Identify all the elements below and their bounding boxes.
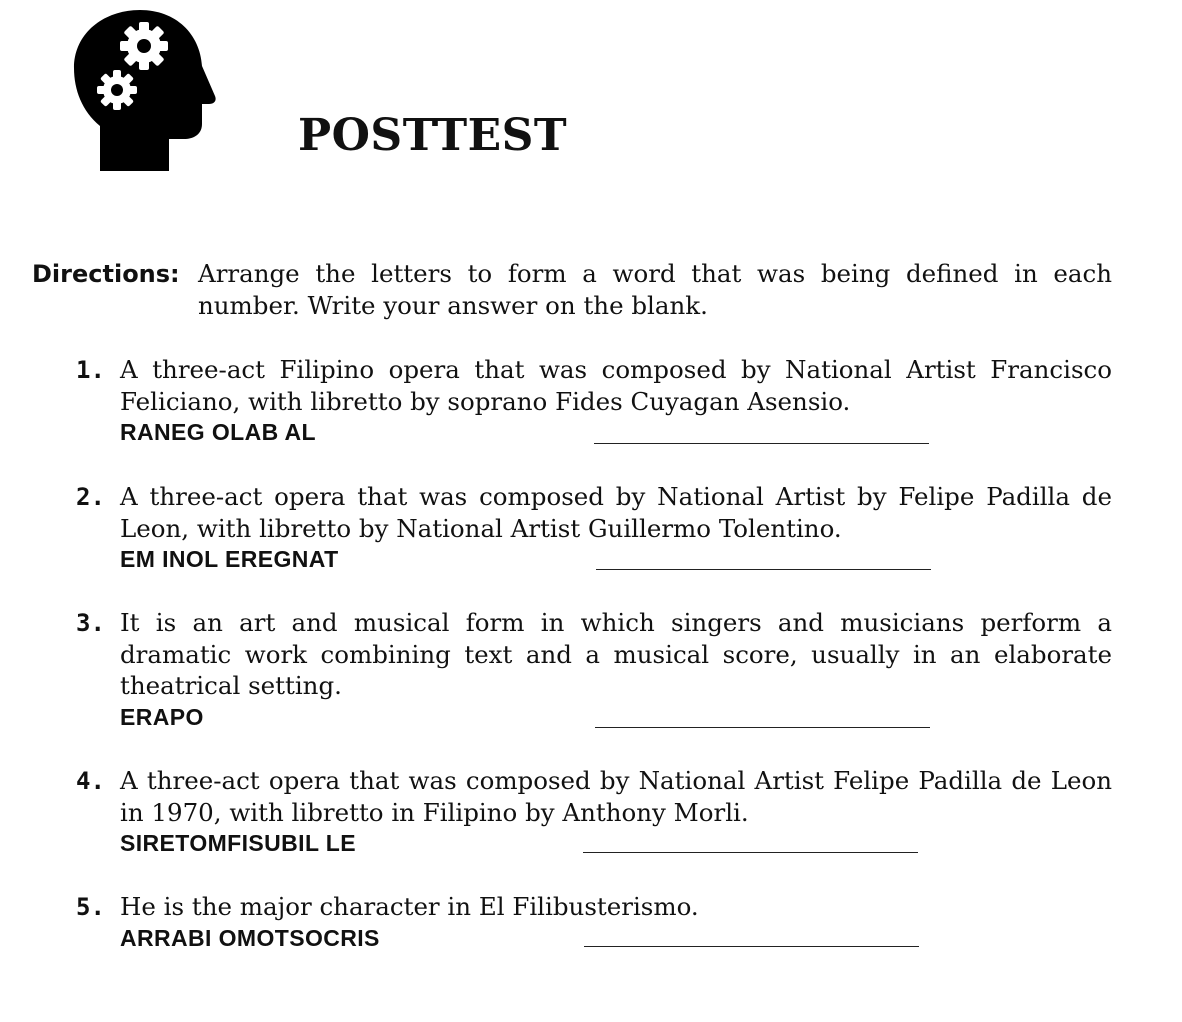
scrambled-letters: ARRABI OMOTSOCRIS <box>120 924 380 951</box>
directions-label: Directions: <box>32 260 180 288</box>
question-number: 2. <box>76 483 105 511</box>
question-1 <box>76 354 1112 447</box>
answer-blank-5[interactable] <box>584 946 919 947</box>
question-text: A three-act opera that was composed by National Artist by Felipe Padilla de Leon, with libretto by National Artist Guillermo Tolentino. <box>120 482 1112 543</box>
question-number: 3. <box>76 609 105 637</box>
question-3 <box>76 607 1112 732</box>
answer-blank-3[interactable] <box>595 727 930 728</box>
answer-blank-4[interactable] <box>583 852 918 853</box>
question-text: He is the major character in El Filibusterismo. <box>120 892 699 921</box>
question-number: 4. <box>76 767 105 795</box>
question-number: 1. <box>76 356 105 384</box>
question-5 <box>76 891 1112 953</box>
page-title: POSTTEST <box>298 110 568 161</box>
question-text: It is an art and musical form in which singers and musicians perform a dramatic work combining text and a musical score, usually in an elaborate theatrical setting. <box>120 608 1112 700</box>
question-number: 5. <box>76 893 105 921</box>
answer-blank-1[interactable] <box>594 443 929 444</box>
question-text: A three-act opera that was composed by National Artist Felipe Padilla de Leon in 1970, with libretto in Filipino by Anthony Morli. <box>120 766 1112 827</box>
scrambled-letters: RANEG OLAB AL <box>120 419 317 445</box>
scrambled-letters: EM INOL EREGNAT <box>120 546 339 572</box>
question-text: A three-act Filipino opera that was composed by National Artist Francisco Feliciano, with libretto by soprano Fides Cuyagan Asensio. <box>120 355 1112 416</box>
head-gears-icon <box>72 8 222 173</box>
directions-text: Arrange the letters to form a word that was being defined in each number. Write your answer on the blank. <box>198 259 1112 320</box>
scrambled-letters: ERAPO <box>120 703 204 730</box>
question-2 <box>76 481 1112 574</box>
scrambled-letters: SIRETOMFISUBIL LE <box>120 830 356 856</box>
directions <box>32 258 1112 322</box>
answer-blank-2[interactable] <box>596 569 931 570</box>
question-4 <box>76 765 1112 858</box>
